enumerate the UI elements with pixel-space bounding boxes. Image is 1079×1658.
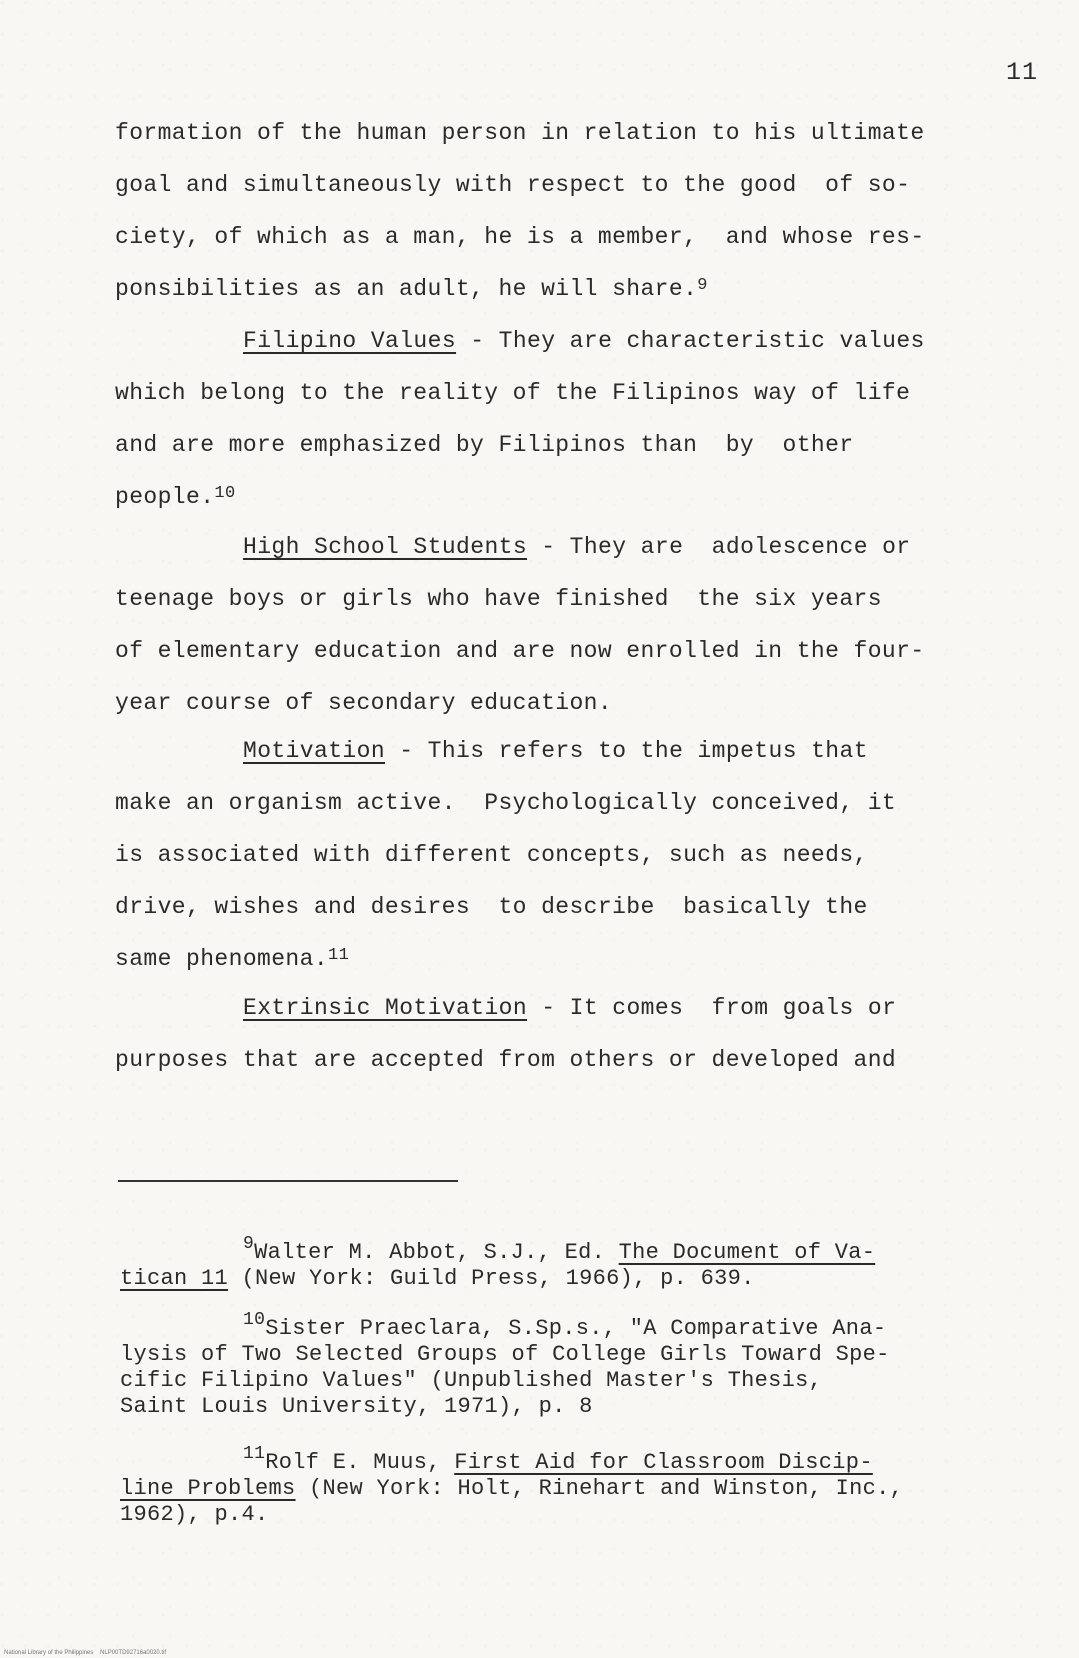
definition-motivation (243, 738, 868, 764)
footnote-text: (New York: Guild Press, 1966), p. 639. (228, 1266, 755, 1291)
footnote-10 (243, 1310, 887, 1343)
footnote-number: 9 (243, 1234, 255, 1254)
footnote-11 (243, 1444, 873, 1477)
footnote-10-cont: lysis of Two Selected Groups of College Girls Toward Spe- (120, 1342, 890, 1367)
footnote-text: Walter M. Abbot, S.J., Ed. (254, 1240, 619, 1265)
footnote-text: (New York: Holt, Rinehart and Winston, Inc., (295, 1476, 904, 1501)
body-line: of elementary education and are now enrolled in the four- (115, 638, 925, 664)
definition-high-school-students (243, 534, 911, 560)
footnote-text: Sister Praeclara, S.Sp.s., "A Comparative Ana- (265, 1316, 887, 1341)
footnote-title: First Aid for Classroom Discip- (454, 1450, 873, 1475)
body-line: and are more emphasized by Filipinos than by other (115, 432, 854, 458)
footnote-9 (243, 1234, 876, 1267)
scan-credit: National Library of the Philippines NLP00TD92716a0020.tif (4, 1650, 167, 1656)
body-line-with-note (115, 484, 236, 510)
footnote-title: The Document of Va- (618, 1240, 876, 1265)
footnote-10-cont: Saint Louis University, 1971), p. 8 (120, 1394, 593, 1419)
footnote-9-cont (120, 1266, 755, 1292)
body-line: goal and simultaneously with respect to the good of so- (115, 172, 911, 198)
body-line: which belong to the reality of the Filipinos way of life (115, 380, 911, 406)
body-line: make an organism active. Psychologically conceived, it (115, 790, 897, 816)
term-motivation: Motivation (243, 738, 386, 764)
body-text: same phenomena. (115, 946, 329, 972)
body-line-with-note (115, 276, 708, 302)
definition-text: - They are adolescence or (527, 534, 911, 560)
page-number: 11 (1006, 58, 1039, 87)
body-line: drive, wishes and desires to describe basically the (115, 894, 868, 920)
definition-text: - It comes from goals or (527, 995, 897, 1021)
body-line: is associated with different concepts, such as needs, (115, 842, 868, 868)
body-line-with-note (115, 946, 349, 972)
footnote-ref-9: 9 (697, 276, 708, 295)
footnote-ref-10: 10 (214, 484, 236, 503)
body-line: ciety, of which as a man, he is a member, and whose res- (115, 224, 925, 250)
definition-extrinsic-motivation (243, 995, 896, 1021)
footnote-10-cont: cific Filipino Values" (Unpublished Master's Thesis, (120, 1368, 823, 1393)
definition-filipino-values (243, 328, 925, 354)
definition-text: - This refers to the impetus that (385, 738, 868, 764)
footnote-11-cont: 1962), p.4. (120, 1502, 269, 1527)
body-line: purposes that are accepted from others or developed and (115, 1047, 897, 1073)
footnote-rule (118, 1180, 458, 1182)
footnote-11-cont (120, 1476, 903, 1502)
body-line: year course of secondary education. (115, 690, 613, 716)
body-text: ponsibilities as an adult, he will share. (115, 276, 698, 302)
term-filipino-values: Filipino Values (243, 328, 457, 354)
footnote-number: 11 (243, 1444, 266, 1464)
body-line: teenage boys or girls who have finished the six years (115, 586, 882, 612)
term-extrinsic-motivation: Extrinsic Motivation (243, 995, 528, 1021)
body-line: formation of the human person in relation to his ultimate (115, 120, 925, 146)
footnote-number: 10 (243, 1310, 266, 1330)
footnote-ref-11: 11 (328, 946, 350, 965)
footnote-title: tican 11 (120, 1266, 229, 1291)
footnote-text: Rolf E. Muus, (265, 1450, 455, 1475)
body-text: people. (115, 484, 215, 510)
term-high-school-students: High School Students (243, 534, 528, 560)
definition-text: - They are characteristic values (456, 328, 925, 354)
footnote-title: line Problems (120, 1476, 296, 1501)
